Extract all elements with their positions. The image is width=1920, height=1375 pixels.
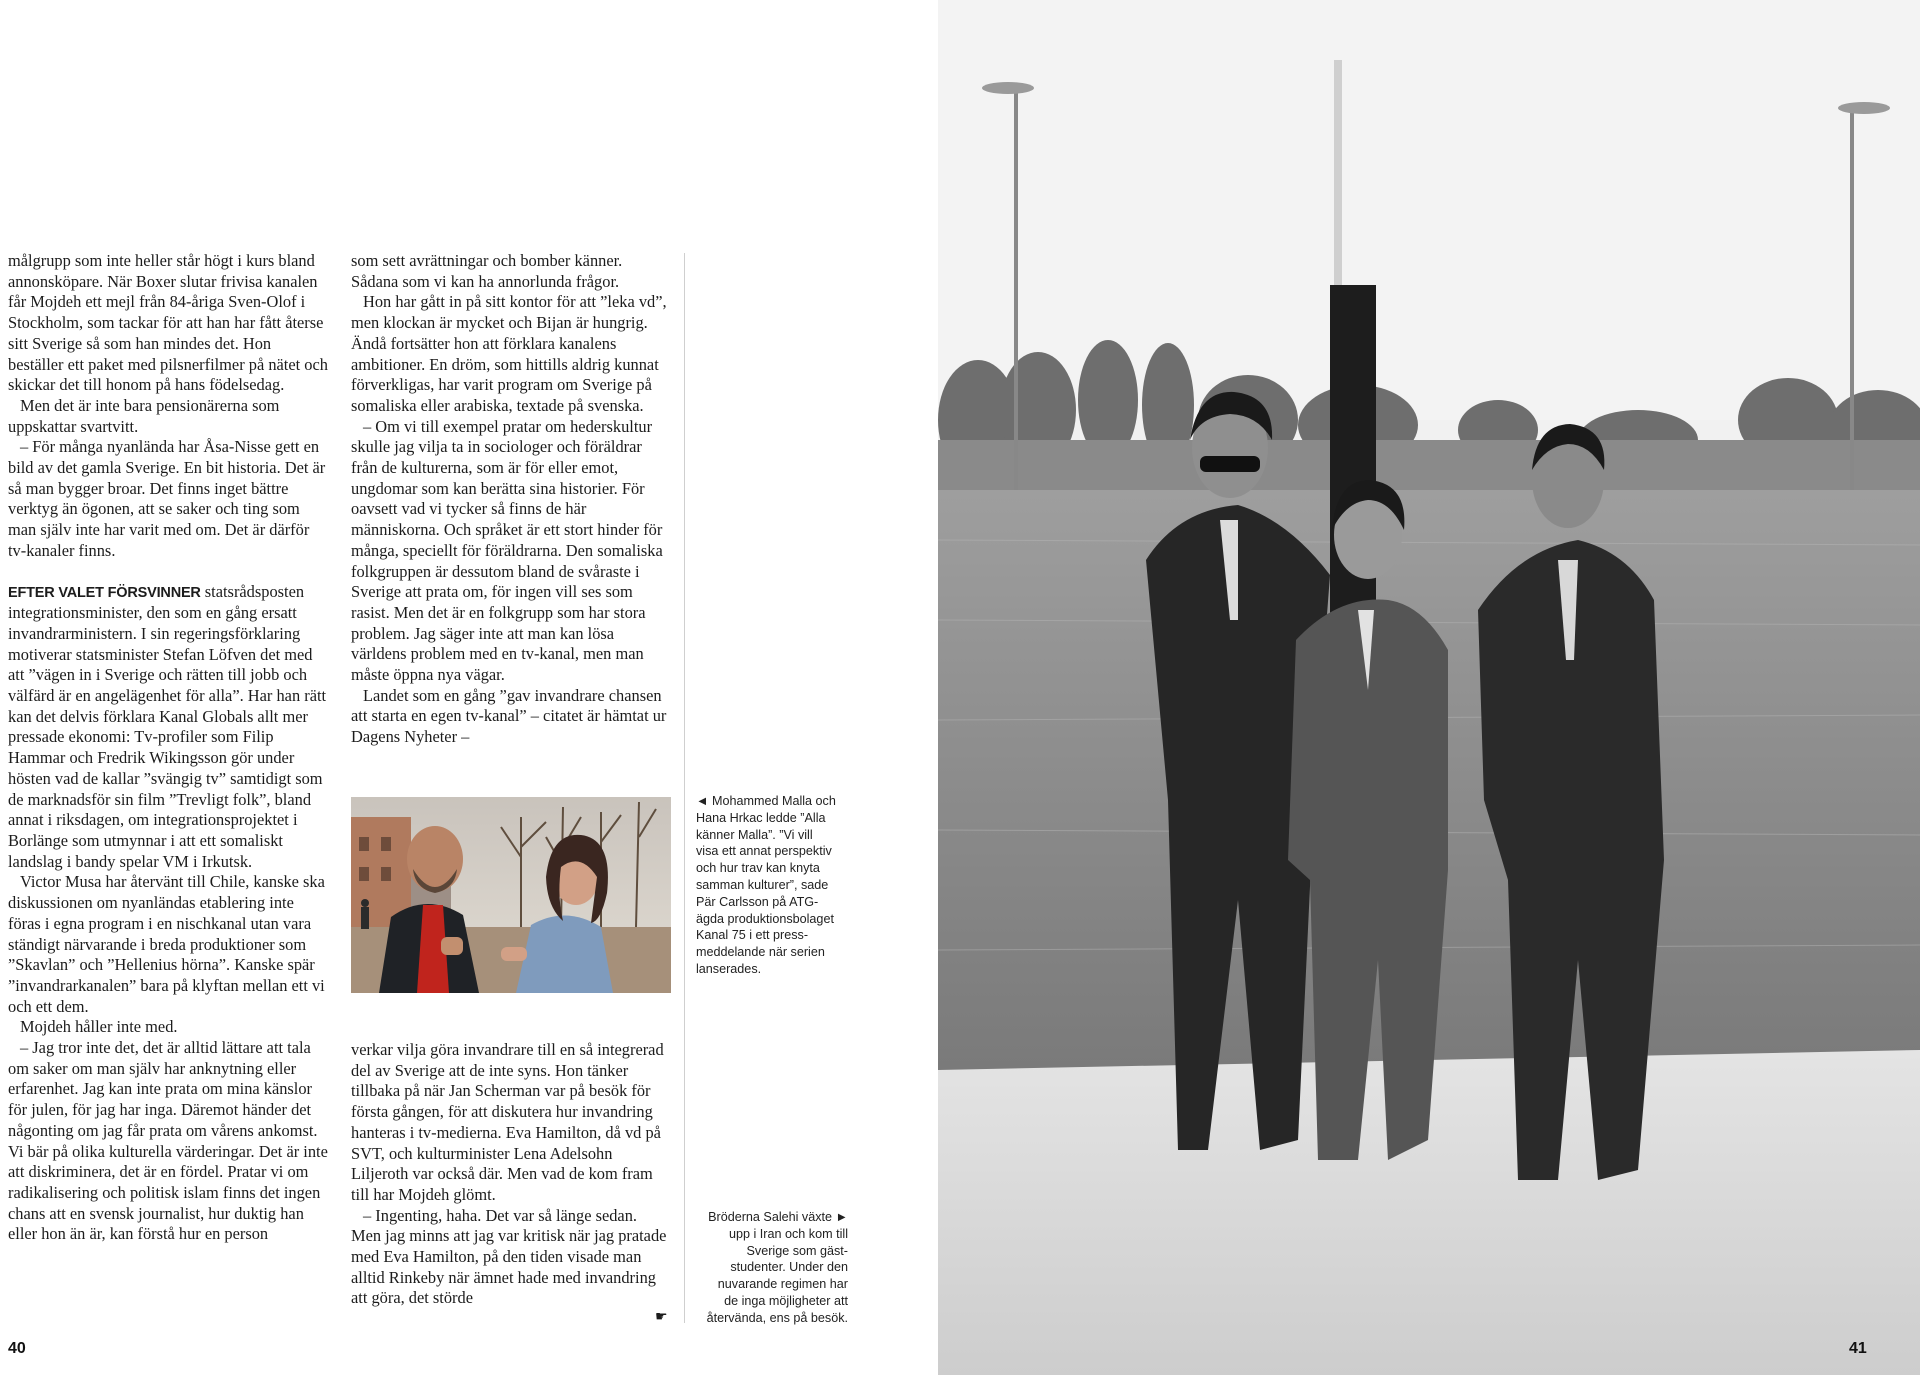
hosts-photo-illustration (351, 797, 671, 993)
paragraph: verkar vilja göra invandrare till en så integrerad del av Sverige att de inte syns. Hon tänker tillbaka på när Jan Scherman var på besök för första gången, för att diskutera hur invandring hanteras i tv-medierna. Eva Hamilton, då vd på SVT, och kulturminister Lena Adelsohn Liljeroth var också där. Men vad de kom fram till har Mojdeh glömt. (351, 1040, 664, 1204)
paragraph: – Jag tror inte det, det är alltid lättare att tala om saker om man själv har anknytning eller erfarenhet. Jag kan inte prata om mina känslor för julen, för jag har inga. Däremot händer det någonting om jag får prata om vårens ankomst. Vi bär på olika kulturella värderingar. Det är inte att diskriminera, det är en fördel. Pratar vi om radikalisering och politisk islam finns det ingen chans att en svensk journalist, hur duktig han eller hon än är, kan förstå hur en person (8, 1038, 328, 1244)
main-photo-brothers (938, 0, 1920, 1375)
paragraph: målgrupp som inte heller står högt i kurs bland annonsköpare. När Boxer slutar frivisa kanalen får Mojdeh ett mejl från 84-åriga Sven-Olof i Stockholm, som tackar för att han har fått återse sitt Sverige så som han mindes det. Hon beställer ett paket med pilsnerfilmer på nätet och skickar det till honom på hans födelsedag. (8, 251, 328, 395)
column-divider (684, 253, 685, 1323)
article-column-1 (8, 251, 330, 1245)
paragraph: – Om vi till exempel pratar om hederskultur skulle jag vilja ta in sociologer och föräldrar från de kulturerna, som är för eller emot, ungdomar som kan berätta sina historier. För oavsett vad vi tycker så finns de här människorna. Och språket är ett stort hinder för många, speciellt för föräldrarna. Den somaliska folkgruppen är dessutom bland de svåraste i Sverige att prata om, för ingen vill ses som rasist. Men det är en folkgrupp som har stora problem. Jag säger inte att man kan lösa världens problem med en tv-kanal, men man måste öppna nya vägar. (351, 416, 663, 685)
brothers-photo-illustration (938, 0, 1920, 1375)
paragraph: Mojdeh håller inte med. (20, 1017, 178, 1037)
section-lead-paragraph (8, 582, 330, 873)
paragraph: Hon har gått in på sitt kontor för att ”leka vd”, men klockan är mycket och Bijan är hungrig. Ändå fortsätter hon att förklara kanalens ambitioner. En dröm, som hittills aldrig kunnat förverkligas, har varit program om Sverige på somaliska eller arabiska, textade på svenska. (351, 292, 667, 415)
section-kicker: EFTER VALET FÖRSVINNER (8, 584, 201, 601)
paragraph: Landet som en gång ”gav invandrare chansen att starta en egen tv-kanal” – citatet är hämtat ur Dagens Nyheter – (351, 685, 667, 747)
inset-photo-caption: ◄ Mohammed Malla och Hana Hrkac ledde ”Alla känner Malla”. ”Vi vill visa ett annat perspektiv och hur trav kan knyta samman kulturer”, sade Pär Carlsson på ATG-ägda produktionsbolaget Kanal 75 i ett pressmeddelande när serien lanserades. (696, 794, 836, 976)
paragraph: som sett avrättningar och bomber känner. Sådana som vi kan ha annorlunda frågor. (351, 251, 623, 291)
section-lead-text: statsrådsposten integrationsminister, den som en gång ersatt invandrarministern. I sin regeringsförklaring motiverar statsminister Stefan Löfven det med att ”vägen in i Sverige och rätten till jobb och välfärd är en angelägenhet för alla”. Har han rätt kan det delvis förklara Kanal Globals allt mer pressade ekonomi: Tv-profiler som Filip Hammar och Fredrik Wikingsson gör under hösten vad de kallar ”svängig tv” samtidigt som de marknadsför sin film ”Trevligt folk”, bland annat i riksdagen, om integrationsprojektet i Borlänge som utmynnar i att ett somaliskt landslag i bandy spelar VM i Irkutsk. (8, 581, 327, 871)
paragraph: Victor Musa har återvänt till Chile, kanske ska diskussionen om nyanländas etablering inte föras i egna program i en nischkanal utan vara ständigt närvarande i breda produktioner som ”Skavlan” och ”Hellenius hörna”. Kanske spär ”invandrarkanalen” bara på klyftan mellan ett vi och ett dem. (8, 872, 325, 1016)
main-photo-caption: Bröderna Salehi växte ► upp i Iran och kom till Sverige som gäststudenter. Under den nuvarande regimen har de inga möjligheter att återvända, ens på besök. (706, 1210, 848, 1325)
article-column-2-continued (351, 1040, 671, 1309)
page-number-left: 40 (8, 1340, 26, 1357)
paragraph: – För många nyanlända har Åsa-Nisse gett en bild av det gamla Sverige. En bit historia. Det är så man bygger broar. Det finns inget bättre verktyg än ögonen, att se saker och ting som man själv inte har varit med om. Det är därför tv-kanaler finns. (8, 437, 326, 560)
paragraph: Men det är inte bara pensionärerna som uppskattar svartvitt. (8, 395, 280, 436)
page-number-right: 41 (1849, 1340, 1867, 1357)
end-of-article-icon: ☛ (655, 1309, 668, 1325)
paragraph: – Ingenting, haha. Det var så länge sedan. Men jag minns att jag var kritisk när jag pratade med Eva Hamilton, på den tiden visade man alltid Rinkeby när ämnet hade med invandring att göra, det störde (351, 1205, 667, 1308)
article-column-2 (351, 251, 671, 748)
inset-photo-hosts (351, 797, 671, 993)
